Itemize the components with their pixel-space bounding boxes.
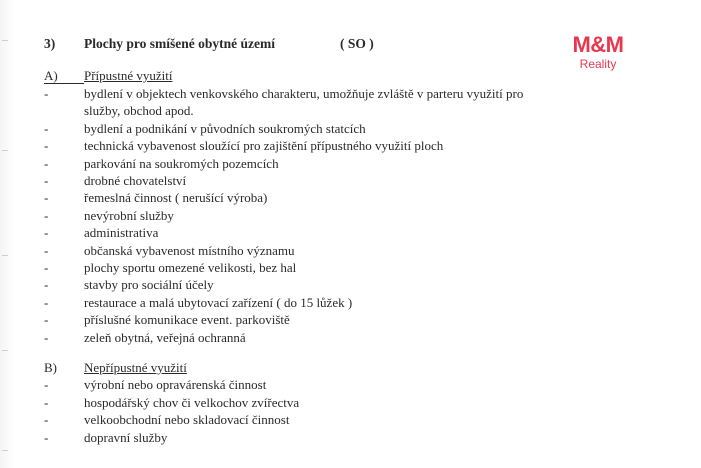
heading-underline <box>44 83 84 84</box>
list-item-text: drobné chovatelství <box>84 173 187 188</box>
list-item-text: dopravní služby <box>84 429 168 445</box>
list-item-text: technická vybavenost sloužící pro zajištění přípustného využití ploch <box>84 138 444 154</box>
section-title: Plochy pro smíšené obytné území <box>84 36 275 51</box>
list-bullet: - <box>44 190 49 206</box>
brand-logo <box>558 34 638 71</box>
list-item-text: restaurace a malá ubytovací zařízení ( do 15 lůžek ) <box>84 294 353 310</box>
list-item-text: příslušné komunikace event. parkoviště <box>84 312 290 328</box>
list-bullet: - <box>44 294 49 310</box>
list-bullet: - <box>44 86 49 101</box>
list-item-text: administrativa <box>84 225 159 241</box>
list-bullet: - <box>44 312 49 328</box>
list-bullet: - <box>44 173 49 188</box>
list-item-text: velkoobchodní nebo skladovací činnost <box>84 412 290 427</box>
list-item-text: výrobní nebo opravárenská činnost <box>84 377 267 392</box>
list-bullet: - <box>44 277 49 293</box>
list-bullet: - <box>44 260 49 275</box>
scan-edge <box>0 0 14 468</box>
section-code: ( SO ) <box>340 36 374 51</box>
list-bullet: - <box>44 138 49 154</box>
edge-mark <box>2 40 8 41</box>
list-item-text: řemeslná činnost ( nerušící výroba) <box>84 190 268 206</box>
list-bullet: - <box>44 207 49 223</box>
list-item-text: bydlení v objektech venkovského charakteru, umožňuje zvláště v parteru využití pro <box>84 86 524 101</box>
list-item-text: parkování na soukromých pozemcích <box>84 155 279 171</box>
list-bullet: - <box>44 377 49 392</box>
list-item-text: nevýrobní služby <box>84 207 174 223</box>
list-bullet: - <box>44 429 49 445</box>
list-bullet: - <box>44 394 49 410</box>
logo-subtitle: Reality <box>579 57 617 71</box>
list-item-text: služby, obchod apod. <box>84 103 194 119</box>
list-item-text: plochy sportu omezené velikosti, bez hal <box>84 260 297 275</box>
list-bullet: - <box>44 120 49 136</box>
list-bullet: - <box>44 155 49 171</box>
list-bullet: - <box>44 225 49 241</box>
subsection-label: Nepřípustné využití <box>84 360 187 375</box>
list-bullet: - <box>44 412 49 427</box>
section-number: 3) <box>44 36 56 51</box>
edge-mark <box>2 150 8 151</box>
list-item-text: stavby pro sociální účely <box>84 277 214 293</box>
edge-mark <box>2 255 8 256</box>
edge-mark <box>2 450 8 451</box>
list-bullet: - <box>44 329 49 345</box>
logo-mark: M&M <box>572 32 624 57</box>
list-item-text: hospodářský chov či velkochov zvířectva <box>84 394 300 410</box>
subsection-letter: A) <box>44 68 58 83</box>
list-item-text: občanská vybavenost místního významu <box>84 242 295 258</box>
list-item-text: bydlení a podnikání v původních soukromých statcích <box>84 120 366 136</box>
edge-mark <box>2 350 8 351</box>
list-bullet: - <box>44 242 49 258</box>
list-item-text: zeleň obytná, veřejná ochranná <box>84 329 246 345</box>
subsection-label: Přípustné využití <box>84 68 173 83</box>
subsection-letter: B) <box>44 360 57 375</box>
